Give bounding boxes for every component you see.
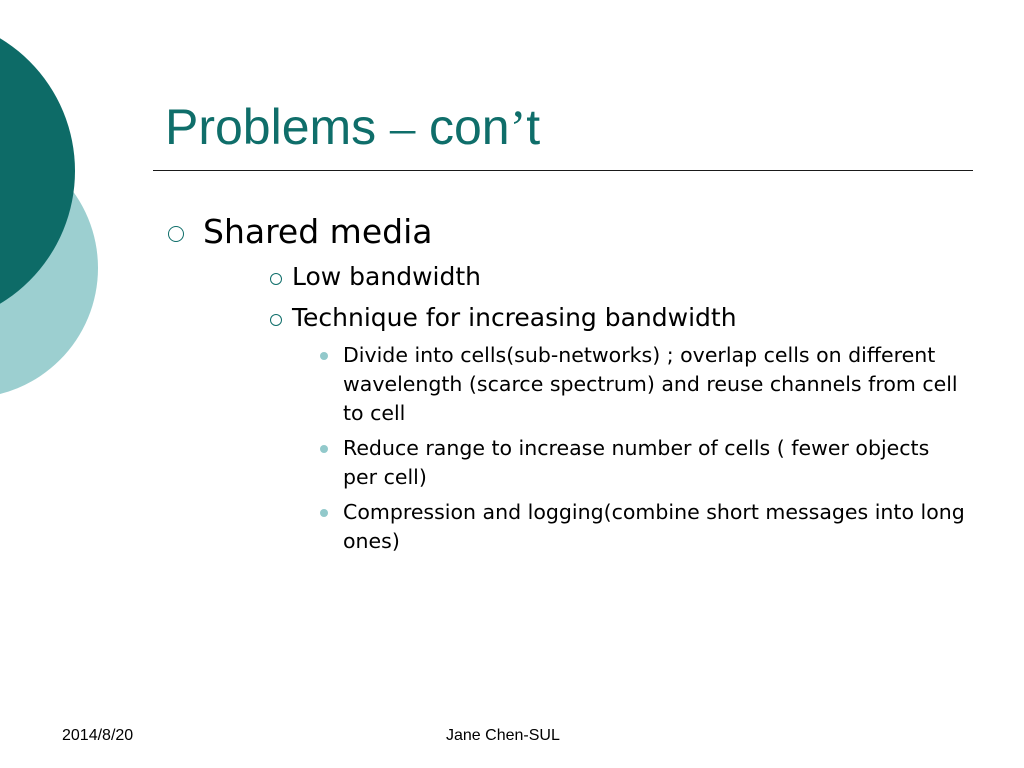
filled-dot-bullet-icon	[320, 352, 328, 360]
slide-title-dash: –	[390, 99, 416, 155]
bullet-text: Compression and logging(combine short messages into long ones)	[343, 500, 965, 553]
hollow-circle-bullet-icon	[168, 226, 184, 242]
footer-author: Jane Chen-SUL	[446, 727, 560, 744]
hollow-circle-bullet-icon	[270, 314, 282, 326]
filled-dot-bullet-icon	[320, 445, 328, 453]
bullet-level3-divide-cells	[343, 341, 968, 428]
bullet-level3-reduce-range	[343, 434, 968, 492]
bullet-text: Shared media	[203, 212, 433, 251]
bullet-level3-compression	[343, 498, 968, 556]
slide-title-con: con	[415, 99, 510, 155]
footer-date: 2014/8/20	[62, 727, 134, 744]
bullet-level2-technique	[292, 303, 737, 333]
bullet-text: Technique for increasing bandwidth	[292, 303, 737, 332]
filled-dot-bullet-icon	[320, 509, 328, 517]
slide-title-end: t	[526, 99, 541, 155]
title-divider	[153, 170, 973, 171]
bullet-level2-low-bandwidth	[292, 262, 481, 292]
slide-title	[165, 94, 540, 160]
bullet-text: Reduce range to increase number of cells ( fewer objects per cell)	[343, 436, 930, 489]
slide-title-apostrophe: ’	[509, 99, 527, 155]
hollow-circle-bullet-icon	[270, 273, 282, 285]
bullet-text: Divide into cells(sub-networks) ; overlap cells on different wavelength (scarce spectrum) and reuse channels from cell to cell	[343, 343, 958, 425]
bullet-text: Low bandwidth	[292, 262, 481, 291]
bullet-level1-shared-media	[203, 212, 432, 252]
slide-title-main: Problems	[165, 99, 391, 155]
